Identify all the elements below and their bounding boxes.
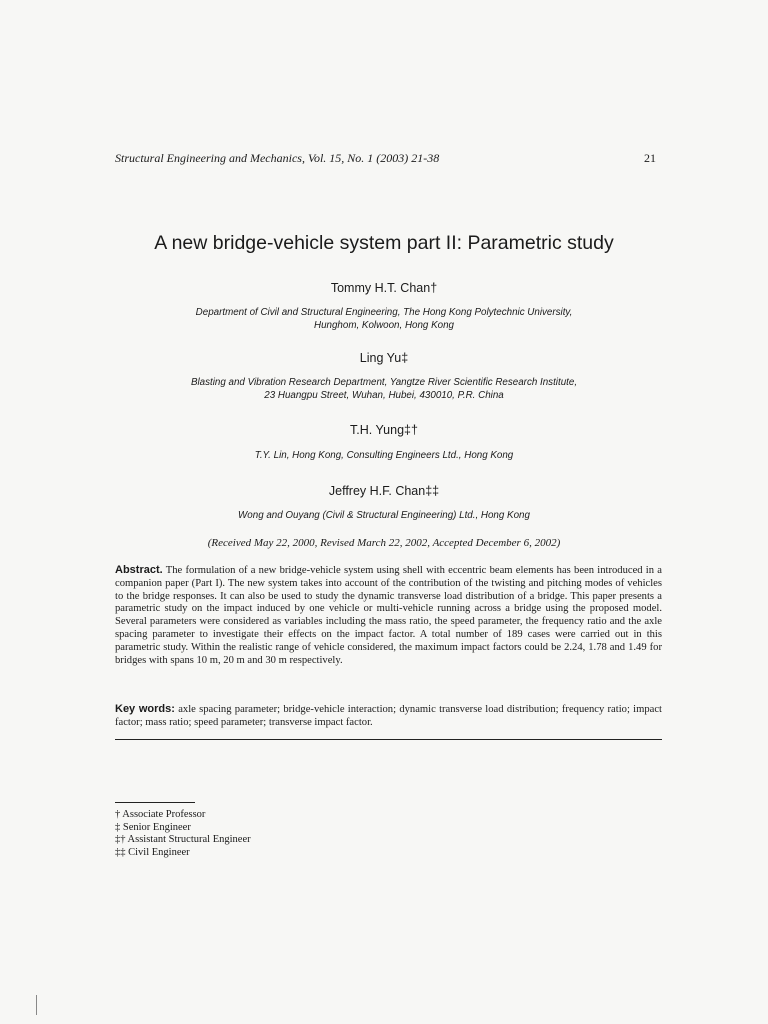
footnote: † Associate Professor (115, 809, 206, 820)
affiliation-line: Blasting and Vibration Research Department, Yangtze River Scientific Research Institute, (190, 377, 578, 388)
footnote: ‡‡ Civil Engineer (115, 847, 190, 859)
affiliation-line: T.Y. Lin, Hong Kong, Consulting Engineers Ltd., Hong Kong (254, 450, 514, 461)
footnotes (115, 809, 251, 860)
author-name: Ling Yu‡ (359, 351, 409, 365)
page-number: 21 (644, 151, 656, 165)
author-name: T.H. Yung‡† (350, 423, 418, 437)
keywords-label: Key words: (115, 703, 175, 715)
author-name: Tommy H.T. Chan† (330, 281, 438, 295)
author-affiliation (0, 509, 768, 522)
journal-citation: Structural Engineering and Mechanics, Vol. 15, No. 1 (2003) 21-38 (115, 151, 440, 165)
footnote-divider (115, 802, 195, 803)
footnote: ‡ Senior Engineer (115, 821, 191, 833)
affiliation-line: Department of Civil and Structural Engineering, The Hong Kong Polytechnic University, (195, 307, 573, 318)
received-dates: (Received May 22, 2000, Revised March 22, 2002, Accepted December 6, 2002) (207, 537, 561, 549)
scan-margin-mark (36, 995, 37, 1015)
author-name: Jeffrey H.F. Chan‡‡ (328, 484, 440, 498)
keywords (115, 703, 662, 730)
affiliation-line: Wong and Ouyang (Civil & Structural Engineering) Ltd., Hong Kong (238, 510, 530, 521)
section-divider (115, 739, 662, 740)
keywords-text: axle spacing parameter; bridge-vehicle interaction; dynamic transverse load distribution; frequency ratio; impact factor; mass ratio; speed parameter; transverse impact factor. (115, 704, 662, 728)
abstract-label: Abstract. (115, 564, 163, 576)
abstract-text: The formulation of a new bridge-vehicle system using shell with eccentric beam elements has been introduced in a companion paper (Part I). The new system takes into account of the contribution of the twisting and pitching modes of vehicles to the bridge responses. It can also be used to study the dynamic transverse load distribution of a bridge. This paper presents a parametric study on the impact induced by one vehicle or multi-vehicle running across a bridge using the proposed model. Several parameters were considered as variables including the mass ratio, the speed parameter, the frequency ratio and the axle spacing parameter to investigate their effects on the impact factor. A total number of 189 cases were carried out in this parametric study. Within the realistic range of vehicle considered, the maximum impact factors could be 2.24, 1.78 and 1.49 for bridges with spans 10 m, 20 m and 30 m respectively. (115, 565, 662, 666)
footnote: ‡† Assistant Structural Engineer (115, 834, 251, 846)
paper-title: A new bridge-vehicle system part II: Parametric study (154, 232, 614, 254)
affiliation-line: Hunghom, Kolwoon, Hong Kong (314, 320, 454, 331)
author-affiliation (0, 306, 768, 332)
abstract (115, 564, 662, 667)
author-affiliation (0, 376, 768, 402)
affiliation-line: 23 Huangpu Street, Wuhan, Hubei, 430010, P.R. China (264, 390, 504, 401)
author-affiliation (0, 449, 768, 462)
